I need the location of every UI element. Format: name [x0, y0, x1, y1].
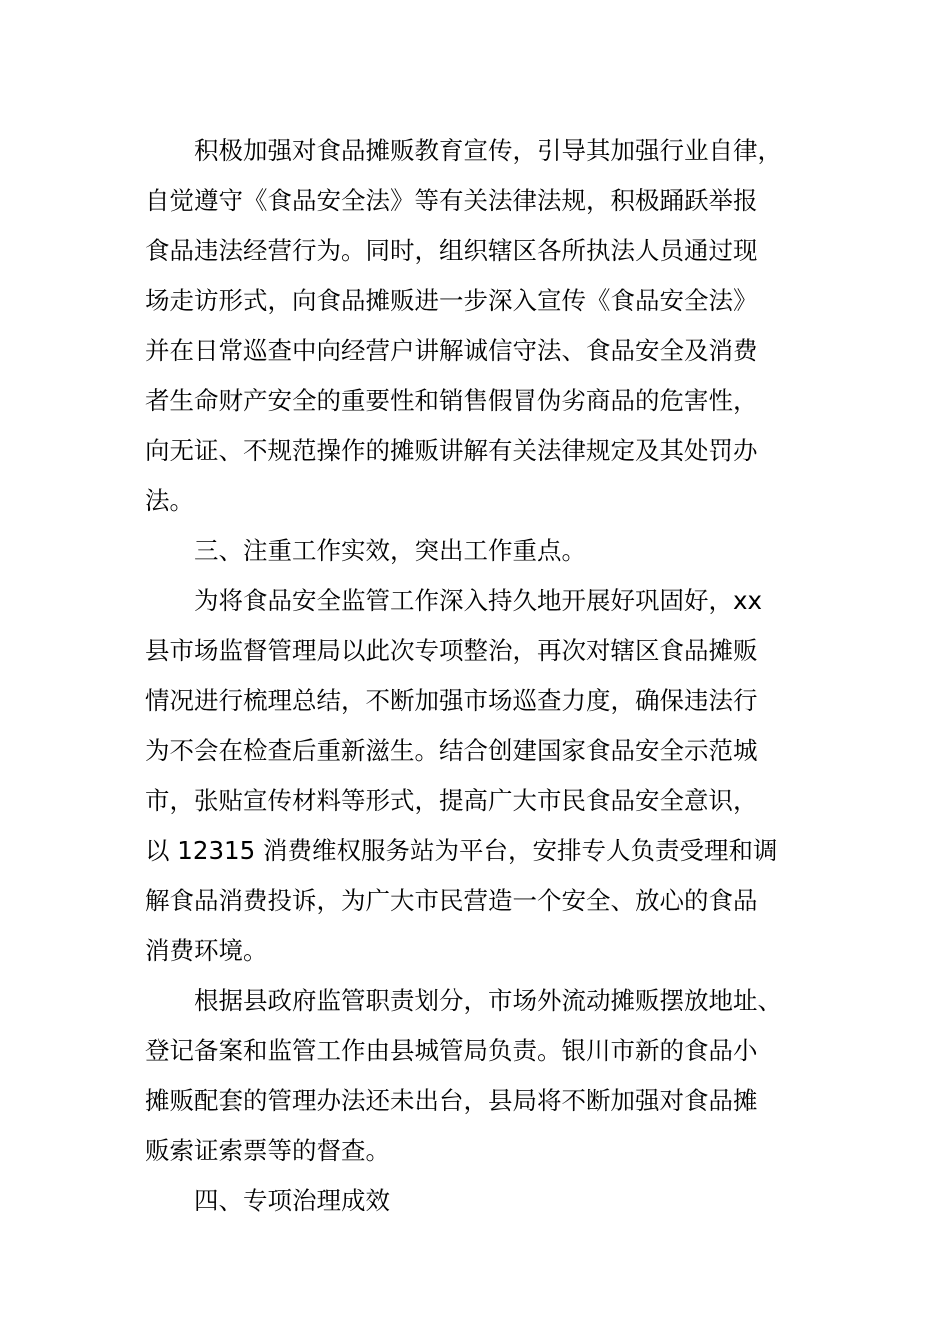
section-heading-3 [145, 526, 825, 576]
paragraph-line: 情况进行梳理总结，不断加强市场巡查力度，确保违法行 [145, 686, 758, 715]
paragraph-line: 以 12315 消费维权服务站为平台，安排专人负责受理和调 [145, 836, 778, 865]
paragraph-2 [145, 576, 825, 976]
paragraph-line: 摊贩配套的管理办法还未出台，县局将不断加强对食品摊 [145, 1086, 758, 1115]
paragraph-line: 法。 [145, 486, 194, 515]
paragraph-1 [145, 126, 825, 526]
document-body [145, 126, 825, 1226]
paragraph-line: 县市场监督管理局以此次专项整治，再次对辖区食品摊贩 [145, 636, 758, 665]
paragraph-line: 市，张贴宣传材料等形式，提高广大市民食品安全意识， [145, 786, 758, 815]
section-heading-text: 四、专项治理成效 [194, 1186, 390, 1215]
paragraph-line: 自觉遵守《食品安全法》等有关法律法规，积极踊跃举报 [145, 186, 758, 215]
paragraph-line: 者生命财产安全的重要性和销售假冒伪劣商品的危害性， [145, 386, 758, 415]
paragraph-line: 向无证、不规范操作的摊贩讲解有关法律规定及其处罚办 [145, 436, 758, 465]
paragraph-line: 消费环境。 [145, 936, 268, 965]
paragraph-line: 解食品消费投诉，为广大市民营造一个安全、放心的食品 [145, 886, 758, 915]
paragraph-line: 登记备案和监管工作由县城管局负责。银川市新的食品小 [145, 1036, 758, 1065]
paragraph-line: 为将食品安全监管工作深入持久地开展好巩固好，xx [194, 586, 762, 615]
section-heading-text: 三、注重工作实效，突出工作重点。 [194, 536, 586, 565]
paragraph-line: 食品违法经营行为。同时，组织辖区各所执法人员通过现 [145, 236, 758, 265]
paragraph-line: 积极加强对食品摊贩教育宣传，引导其加强行业自律， [194, 136, 782, 165]
section-heading-4 [145, 1176, 825, 1226]
paragraph-line: 并在日常巡查中向经营户讲解诚信守法、食品安全及消费 [145, 336, 758, 365]
paragraph-line: 为不会在检查后重新滋生。结合创建国家食品安全示范城 [145, 736, 758, 765]
paragraph-line: 根据县政府监管职责划分，市场外流动摊贩摆放地址、 [194, 986, 782, 1015]
paragraph-line: 场走访形式，向食品摊贩进一步深入宣传《食品安全法》 [145, 286, 758, 315]
paragraph-line: 贩索证索票等的督查。 [145, 1136, 390, 1165]
paragraph-3 [145, 976, 825, 1176]
